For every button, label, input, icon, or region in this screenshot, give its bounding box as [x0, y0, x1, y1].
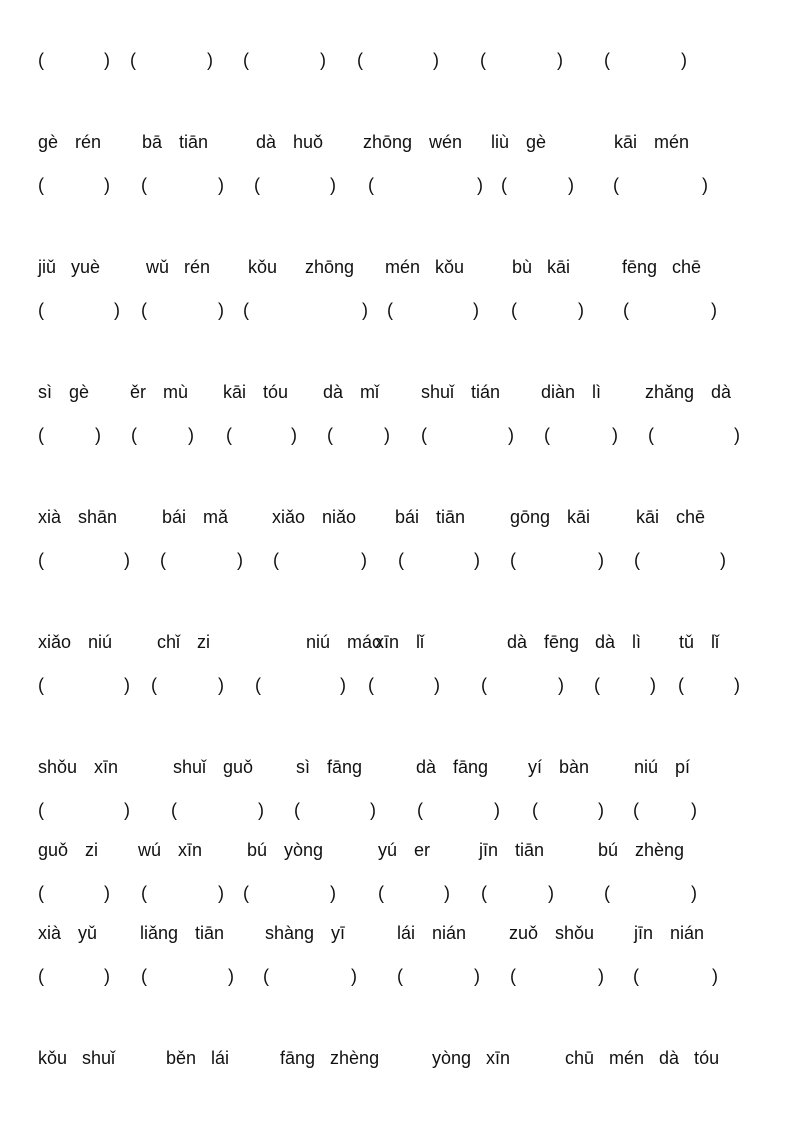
- pinyin-word: shǒu xīn: [38, 757, 119, 777]
- open-paren: (: [511, 300, 517, 320]
- pinyin-word: dà lì: [595, 632, 642, 652]
- open-paren: (: [378, 883, 384, 903]
- close-paren: ): [598, 966, 604, 986]
- close-paren: ): [218, 300, 224, 320]
- close-paren: ): [237, 550, 243, 570]
- open-paren: (: [633, 800, 639, 820]
- pinyin-word: lái nián: [397, 923, 467, 943]
- open-paren: (: [243, 883, 249, 903]
- pinyin-word: bù kāi: [512, 257, 571, 277]
- pinyin-word: wǔ rén: [146, 257, 211, 277]
- pinyin-word: yòng xīn: [432, 1048, 511, 1068]
- pinyin-word: jīn tiān: [479, 840, 545, 860]
- open-paren: (: [387, 300, 393, 320]
- open-paren: (: [421, 425, 427, 445]
- close-paren: ): [473, 300, 479, 320]
- open-paren: (: [544, 425, 550, 445]
- close-paren: ): [228, 966, 234, 986]
- answer-blank-row: [0, 963, 793, 989]
- open-paren: (: [633, 966, 639, 986]
- open-paren: (: [368, 675, 374, 695]
- open-paren: (: [254, 175, 260, 195]
- pinyin-word: zhǎng dà: [645, 382, 732, 402]
- pinyin-row: [0, 254, 793, 280]
- open-paren: (: [501, 175, 507, 195]
- open-paren: (: [594, 675, 600, 695]
- close-paren: ): [720, 550, 726, 570]
- close-paren: ): [548, 883, 554, 903]
- pinyin-word: liǎng tiān: [140, 923, 225, 943]
- close-paren: ): [340, 675, 346, 695]
- open-paren: (: [38, 800, 44, 820]
- close-paren: ): [188, 425, 194, 445]
- close-paren: ): [258, 800, 264, 820]
- pinyin-word: kāi tóu: [223, 382, 289, 402]
- pinyin-word: xiǎo niǎo: [272, 507, 357, 527]
- close-paren: ): [681, 50, 687, 70]
- pinyin-word: sì gè: [38, 382, 90, 402]
- open-paren: (: [263, 966, 269, 986]
- open-paren: (: [130, 50, 136, 70]
- pinyin-row: [0, 379, 793, 405]
- pinyin-word: dà mǐ: [323, 382, 380, 402]
- pinyin-word: kāi chē: [636, 507, 706, 527]
- pinyin-word: xià shān: [38, 507, 118, 527]
- close-paren: ): [124, 550, 130, 570]
- open-paren: (: [141, 883, 147, 903]
- open-paren: (: [327, 425, 333, 445]
- open-paren: (: [141, 300, 147, 320]
- close-paren: ): [433, 50, 439, 70]
- pinyin-word: dà huǒ: [256, 132, 324, 152]
- pinyin-word: sì fāng: [296, 757, 363, 777]
- close-paren: ): [218, 175, 224, 195]
- open-paren: (: [160, 550, 166, 570]
- pinyin-row: [0, 754, 793, 780]
- close-paren: ): [598, 550, 604, 570]
- pinyin-word: wú xīn: [138, 840, 203, 860]
- open-paren: (: [398, 550, 404, 570]
- open-paren: (: [171, 800, 177, 820]
- close-paren: ): [124, 800, 130, 820]
- pinyin-word: kāi mén: [614, 132, 690, 152]
- open-paren: (: [243, 50, 249, 70]
- pinyin-word: bú zhèng: [598, 840, 685, 860]
- answer-blank-row: [0, 47, 793, 73]
- open-paren: (: [481, 883, 487, 903]
- close-paren: ): [207, 50, 213, 70]
- pinyin-word: mén kǒu: [385, 257, 465, 277]
- pinyin-row: [0, 504, 793, 530]
- open-paren: (: [38, 883, 44, 903]
- pinyin-word: zhōng: [305, 257, 355, 277]
- open-paren: (: [38, 50, 44, 70]
- pinyin-word: shuǐ guǒ: [173, 757, 254, 777]
- close-paren: ): [114, 300, 120, 320]
- open-paren: (: [294, 800, 300, 820]
- close-paren: ): [477, 175, 483, 195]
- open-paren: (: [613, 175, 619, 195]
- open-paren: (: [357, 50, 363, 70]
- pinyin-word: guǒ zi: [38, 840, 99, 860]
- close-paren: ): [104, 966, 110, 986]
- pinyin-word: jīn nián: [634, 923, 705, 943]
- close-paren: ): [711, 300, 717, 320]
- open-paren: (: [273, 550, 279, 570]
- pinyin-word: yí bàn: [528, 757, 590, 777]
- pinyin-word: fāng zhèng: [280, 1048, 380, 1068]
- open-paren: (: [38, 966, 44, 986]
- pinyin-word: fēng chē: [622, 257, 702, 277]
- answer-blank-row: [0, 297, 793, 323]
- close-paren: ): [361, 550, 367, 570]
- close-paren: ): [218, 675, 224, 695]
- close-paren: ): [612, 425, 618, 445]
- open-paren: (: [417, 800, 423, 820]
- answer-blank-row: [0, 172, 793, 198]
- open-paren: (: [38, 675, 44, 695]
- pinyin-word: zuǒ shǒu: [509, 923, 595, 943]
- close-paren: ): [291, 425, 297, 445]
- close-paren: ): [474, 550, 480, 570]
- open-paren: (: [623, 300, 629, 320]
- pinyin-row: [0, 1045, 793, 1071]
- open-paren: (: [368, 175, 374, 195]
- close-paren: ): [494, 800, 500, 820]
- pinyin-word: bái mǎ: [162, 507, 229, 527]
- pinyin-word: zhōng wén: [363, 132, 463, 152]
- answer-blank-row: [0, 422, 793, 448]
- open-paren: (: [397, 966, 403, 986]
- close-paren: ): [734, 675, 740, 695]
- pinyin-word: bā tiān: [142, 132, 209, 152]
- open-paren: (: [481, 675, 487, 695]
- pinyin-row: [0, 837, 793, 863]
- close-paren: ): [104, 175, 110, 195]
- close-paren: ): [95, 425, 101, 445]
- answer-blank-row: [0, 797, 793, 823]
- close-paren: ): [734, 425, 740, 445]
- pinyin-word: shàng yī: [265, 923, 346, 943]
- pinyin-row: [0, 129, 793, 155]
- close-paren: ): [362, 300, 368, 320]
- open-paren: (: [532, 800, 538, 820]
- answer-blank-row: [0, 547, 793, 573]
- open-paren: (: [510, 966, 516, 986]
- pinyin-word: jiǔ yuè: [38, 257, 101, 277]
- close-paren: ): [351, 966, 357, 986]
- close-paren: ): [712, 966, 718, 986]
- close-paren: ): [370, 800, 376, 820]
- open-paren: (: [604, 50, 610, 70]
- pinyin-word: běn lái: [166, 1048, 230, 1068]
- open-paren: (: [38, 425, 44, 445]
- answer-blank-row: [0, 880, 793, 906]
- pinyin-word: tǔ lǐ: [679, 632, 720, 652]
- open-paren: (: [480, 50, 486, 70]
- close-paren: ): [384, 425, 390, 445]
- close-paren: ): [558, 675, 564, 695]
- close-paren: ): [568, 175, 574, 195]
- pinyin-word: kǒu shuǐ: [38, 1048, 116, 1068]
- pinyin-word: diàn lì: [541, 382, 602, 402]
- open-paren: (: [648, 425, 654, 445]
- close-paren: ): [330, 883, 336, 903]
- open-paren: (: [131, 425, 137, 445]
- close-paren: ): [330, 175, 336, 195]
- close-paren: ): [474, 966, 480, 986]
- close-paren: ): [598, 800, 604, 820]
- open-paren: (: [510, 550, 516, 570]
- close-paren: ): [124, 675, 130, 695]
- close-paren: ): [557, 50, 563, 70]
- open-paren: (: [243, 300, 249, 320]
- pinyin-row: [0, 920, 793, 946]
- pinyin-word: xià yǔ: [38, 923, 98, 943]
- pinyin-word: ěr mù: [130, 382, 189, 402]
- open-paren: (: [226, 425, 232, 445]
- pinyin-word: shuǐ tián: [421, 382, 501, 402]
- open-paren: (: [38, 550, 44, 570]
- pinyin-word: bái tiān: [395, 507, 466, 527]
- open-paren: (: [141, 175, 147, 195]
- close-paren: ): [320, 50, 326, 70]
- pinyin-word: liù gè: [491, 132, 547, 152]
- pinyin-row: [0, 629, 793, 655]
- pinyin-word: gōng kāi: [510, 507, 591, 527]
- close-paren: ): [508, 425, 514, 445]
- close-paren: ): [702, 175, 708, 195]
- close-paren: ): [691, 883, 697, 903]
- open-paren: (: [38, 175, 44, 195]
- open-paren: (: [38, 300, 44, 320]
- open-paren: (: [151, 675, 157, 695]
- pinyin-word: dà fāng: [416, 757, 489, 777]
- pinyin-word: chū mén dà tóu: [565, 1048, 720, 1068]
- pinyin-word: bú yòng: [247, 840, 324, 860]
- close-paren: ): [650, 675, 656, 695]
- pinyin-word: chǐ zi: [157, 632, 211, 652]
- close-paren: ): [444, 883, 450, 903]
- pinyin-word: yú er: [378, 840, 431, 860]
- open-paren: (: [678, 675, 684, 695]
- pinyin-word: dà fēng: [507, 632, 580, 652]
- close-paren: ): [104, 883, 110, 903]
- close-paren: ): [691, 800, 697, 820]
- close-paren: ): [578, 300, 584, 320]
- close-paren: ): [218, 883, 224, 903]
- close-paren: ): [104, 50, 110, 70]
- pinyin-word: niú máo: [306, 632, 383, 652]
- close-paren: ): [434, 675, 440, 695]
- pinyin-word: xīn lǐ: [375, 632, 425, 652]
- pinyin-word: gè rén: [38, 132, 102, 152]
- pinyin-word: xiǎo niú: [38, 632, 113, 652]
- open-paren: (: [255, 675, 261, 695]
- pinyin-word: kǒu: [248, 257, 278, 277]
- open-paren: (: [604, 883, 610, 903]
- pinyin-word: niú pí: [634, 757, 691, 777]
- answer-blank-row: [0, 672, 793, 698]
- open-paren: (: [634, 550, 640, 570]
- open-paren: (: [141, 966, 147, 986]
